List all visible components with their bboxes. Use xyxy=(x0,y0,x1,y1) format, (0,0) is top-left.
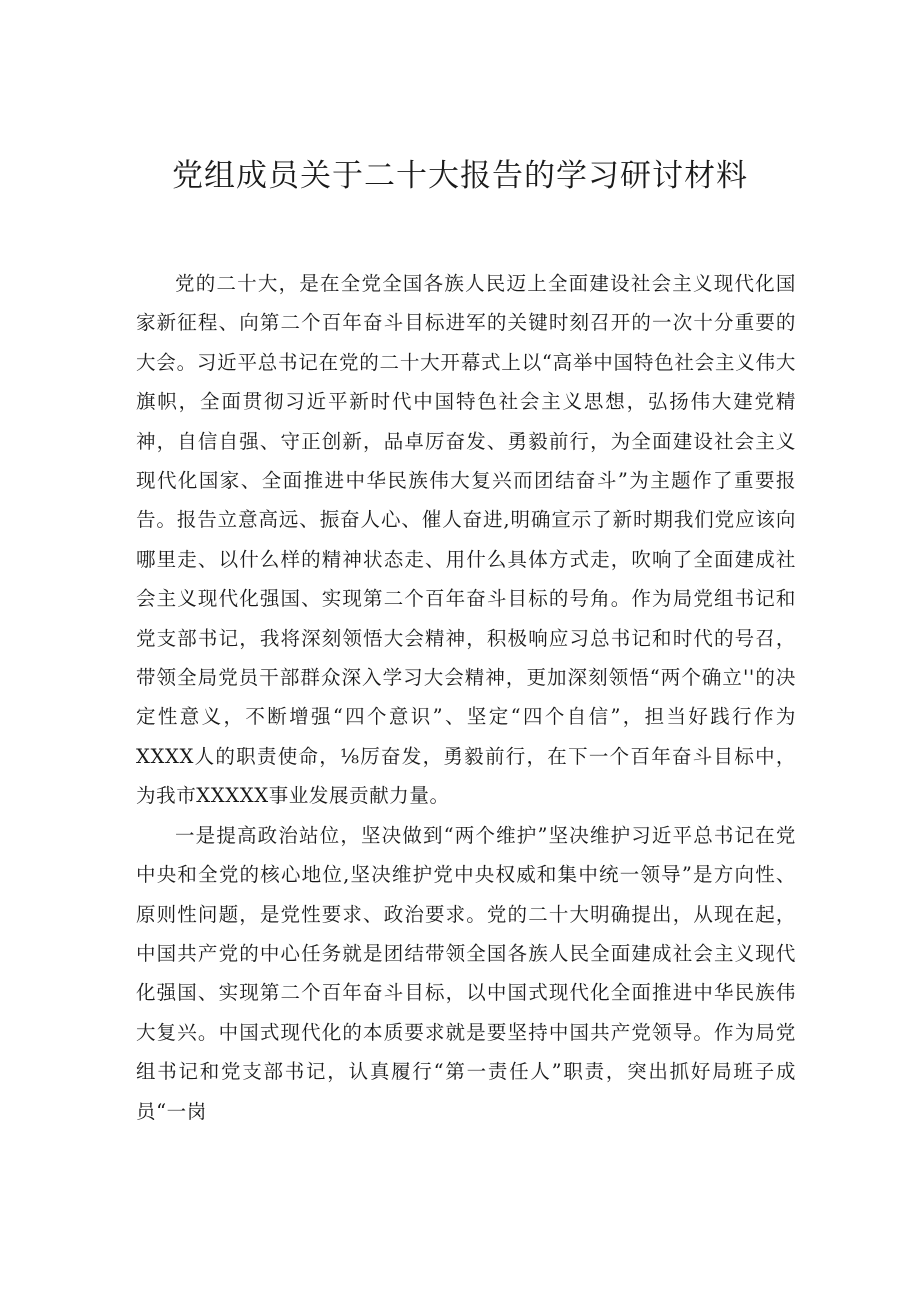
document-title: 党组成员关于二十大报告的学习研讨材料 xyxy=(172,158,748,194)
paragraph-intro: 党的二十大，是在全党全国各族人民迈上全面建设社会主义现代化国家新征程、向第二个百年奋斗目标进军的关键时刻召开的一次十分重要的大会。习近平总书记在党的二十大开幕式上以“高举中国特色社会主义伟大旗帜，全面贯彻习近平新时代中国特色社会主义思想，弘扬伟大建党精神，自信自强、守正创新，品卓厉奋发、勇毅前行，为全面建设社会主义现代化国家、全面推进中华民族伟大复兴而团结奋斗”为主题作了重要报告。报告立意高远、振奋人心、催人奋进,明确宣示了新时期我们党应该向哪里走、以什么样的精神状态走、用什么具体方式走，吹响了全面建成社会主义现代化强国、实现第二个百年奋斗目标的号角。作为局党组书记和党支部书记，我将深刻领悟大会精神，积极响应习总书记和时代的号召，带领全局党员干部群众深入学习大会精神，更加深刻领悟“两个确立''的决定性意义，不断增强“四个意识”、坚定“四个自信”，担当好践行作为XXXX人的职责使命，⅛厉奋发，勇毅前行，在下一个百年奋斗目标中，为我市XXXXX事业发展贡献力量。 xyxy=(136,272,796,808)
document-body xyxy=(136,264,796,1131)
paragraph-point-one: 一是提高政治站位，坚决做到“两个维护”坚决维护习近平总书记在党中央和全党的核心地位,坚决维护党中央权威和集中统一领导”是方向性、原则性问题，是党性要求、政治要求。党的二十大明确提出，从现在起，中国共产党的中心任务就是团结带领全国各族人民全面建成社会主义现代化强国、实现第二个百年奋斗目标，以中国式现代化全面推进中华民族伟大复兴。中国式现代化的本质要求就是要坚持中国共产党领导。作为局党组书记和党支部书记，认真履行“第一责任人”职责，突出抓好局班子成员“一岗 xyxy=(136,823,796,1123)
